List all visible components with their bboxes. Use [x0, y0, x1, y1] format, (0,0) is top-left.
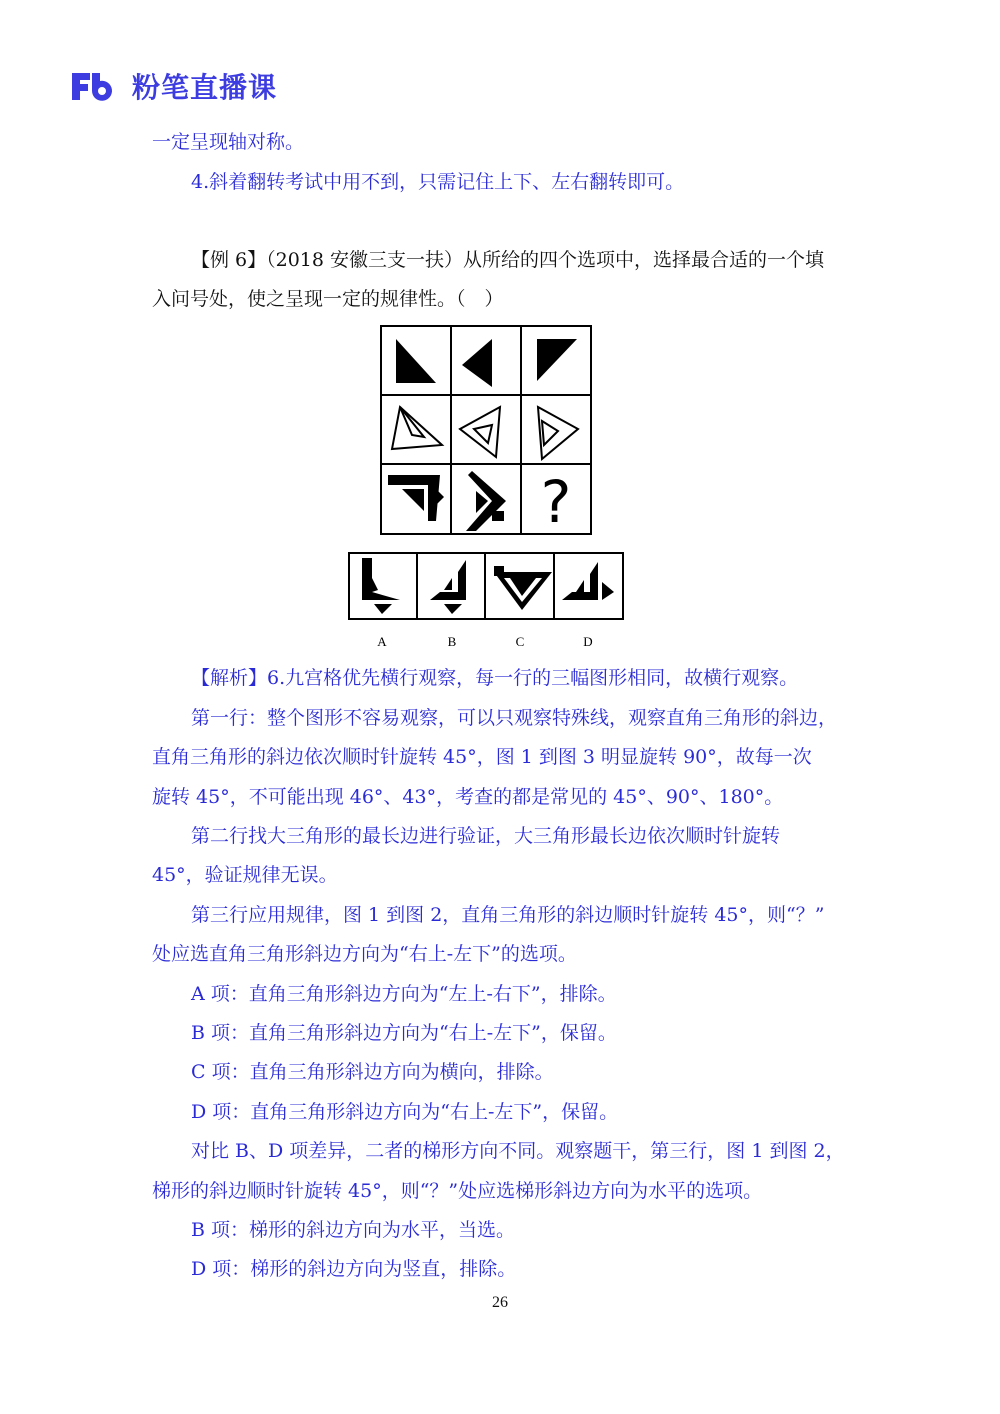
fb-logo-icon: [70, 69, 122, 103]
option-label-a: A: [377, 634, 387, 649]
option-label-b: B: [447, 634, 457, 649]
answer-options: [348, 552, 624, 652]
text-line: C 项：直角三角形斜边方向为横向，排除。: [191, 1061, 554, 1083]
text-line: 梯形的斜边顺时针旋转 45°，则“？”处应选梯形斜边方向为水平的选项。: [152, 1180, 763, 1202]
text-line: 入问号处，使之呈现一定的规律性。（ ）: [152, 288, 504, 310]
text-line: D 项：梯形的斜边方向为竖直，排除。: [191, 1258, 517, 1280]
text-line: 第一行：整个图形不容易观察，可以只观察特殊线，观察直角三角形的斜边，: [191, 707, 838, 729]
text-line: 一定呈现轴对称。: [152, 131, 305, 153]
text-line: 4.斜着翻转考试中用不到，只需记住上下、左右翻转即可。: [191, 171, 685, 193]
option-label-c: C: [515, 634, 525, 649]
text-line: B 项：直角三角形斜边方向为“右上-左下”，保留。: [191, 1022, 617, 1044]
text-line: 对比 B、D 项差异，二者的梯形方向不同。观察题干，第三行，图 1 到图 2，: [191, 1140, 845, 1162]
analysis-heading: 【解析】6.九宫格优先横行观察，每一行的三幅图形相同，故横行观察。: [191, 667, 799, 689]
text-line: D 项：直角三角形斜边方向为“右上-左下”，保留。: [191, 1101, 619, 1123]
text-line: 第三行应用规律，图 1 到图 2，直角三角形的斜边顺时针旋转 45°，则“？”: [191, 904, 825, 926]
text-line: 第二行找大三角形的最长边进行验证，大三角形最长边依次顺时针旋转: [191, 825, 781, 847]
text-line: 45°，验证规律无误。: [152, 864, 338, 886]
text-line: 直角三角形的斜边依次顺时针旋转 45°，图 1 到图 3 明显旋转 90°，故每一次: [152, 746, 812, 768]
puzzle-grid: [380, 325, 592, 535]
text-line: B 项：梯形的斜边方向为水平，当选。: [191, 1219, 516, 1241]
example-title: 【例 6】（2018 安徽三支一扶）从所给的四个选项中，选择最合适的一个填: [191, 249, 825, 271]
text-line: 处应选直角三角形斜边方向为“右上-左下”的选项。: [152, 943, 577, 965]
option-label-d: D: [583, 634, 593, 649]
question-mark: ?: [540, 468, 572, 535]
text-line: A 项：直角三角形斜边方向为“左上-右下”，排除。: [191, 983, 617, 1005]
brand-logo: [70, 66, 277, 106]
text-line: 旋转 45°，不可能出现 46°、43°，考查的都是常见的 45°、90°、180°。: [152, 786, 784, 808]
page-number: 26: [492, 1294, 508, 1311]
logo-text: 粉笔直播课: [132, 71, 278, 104]
